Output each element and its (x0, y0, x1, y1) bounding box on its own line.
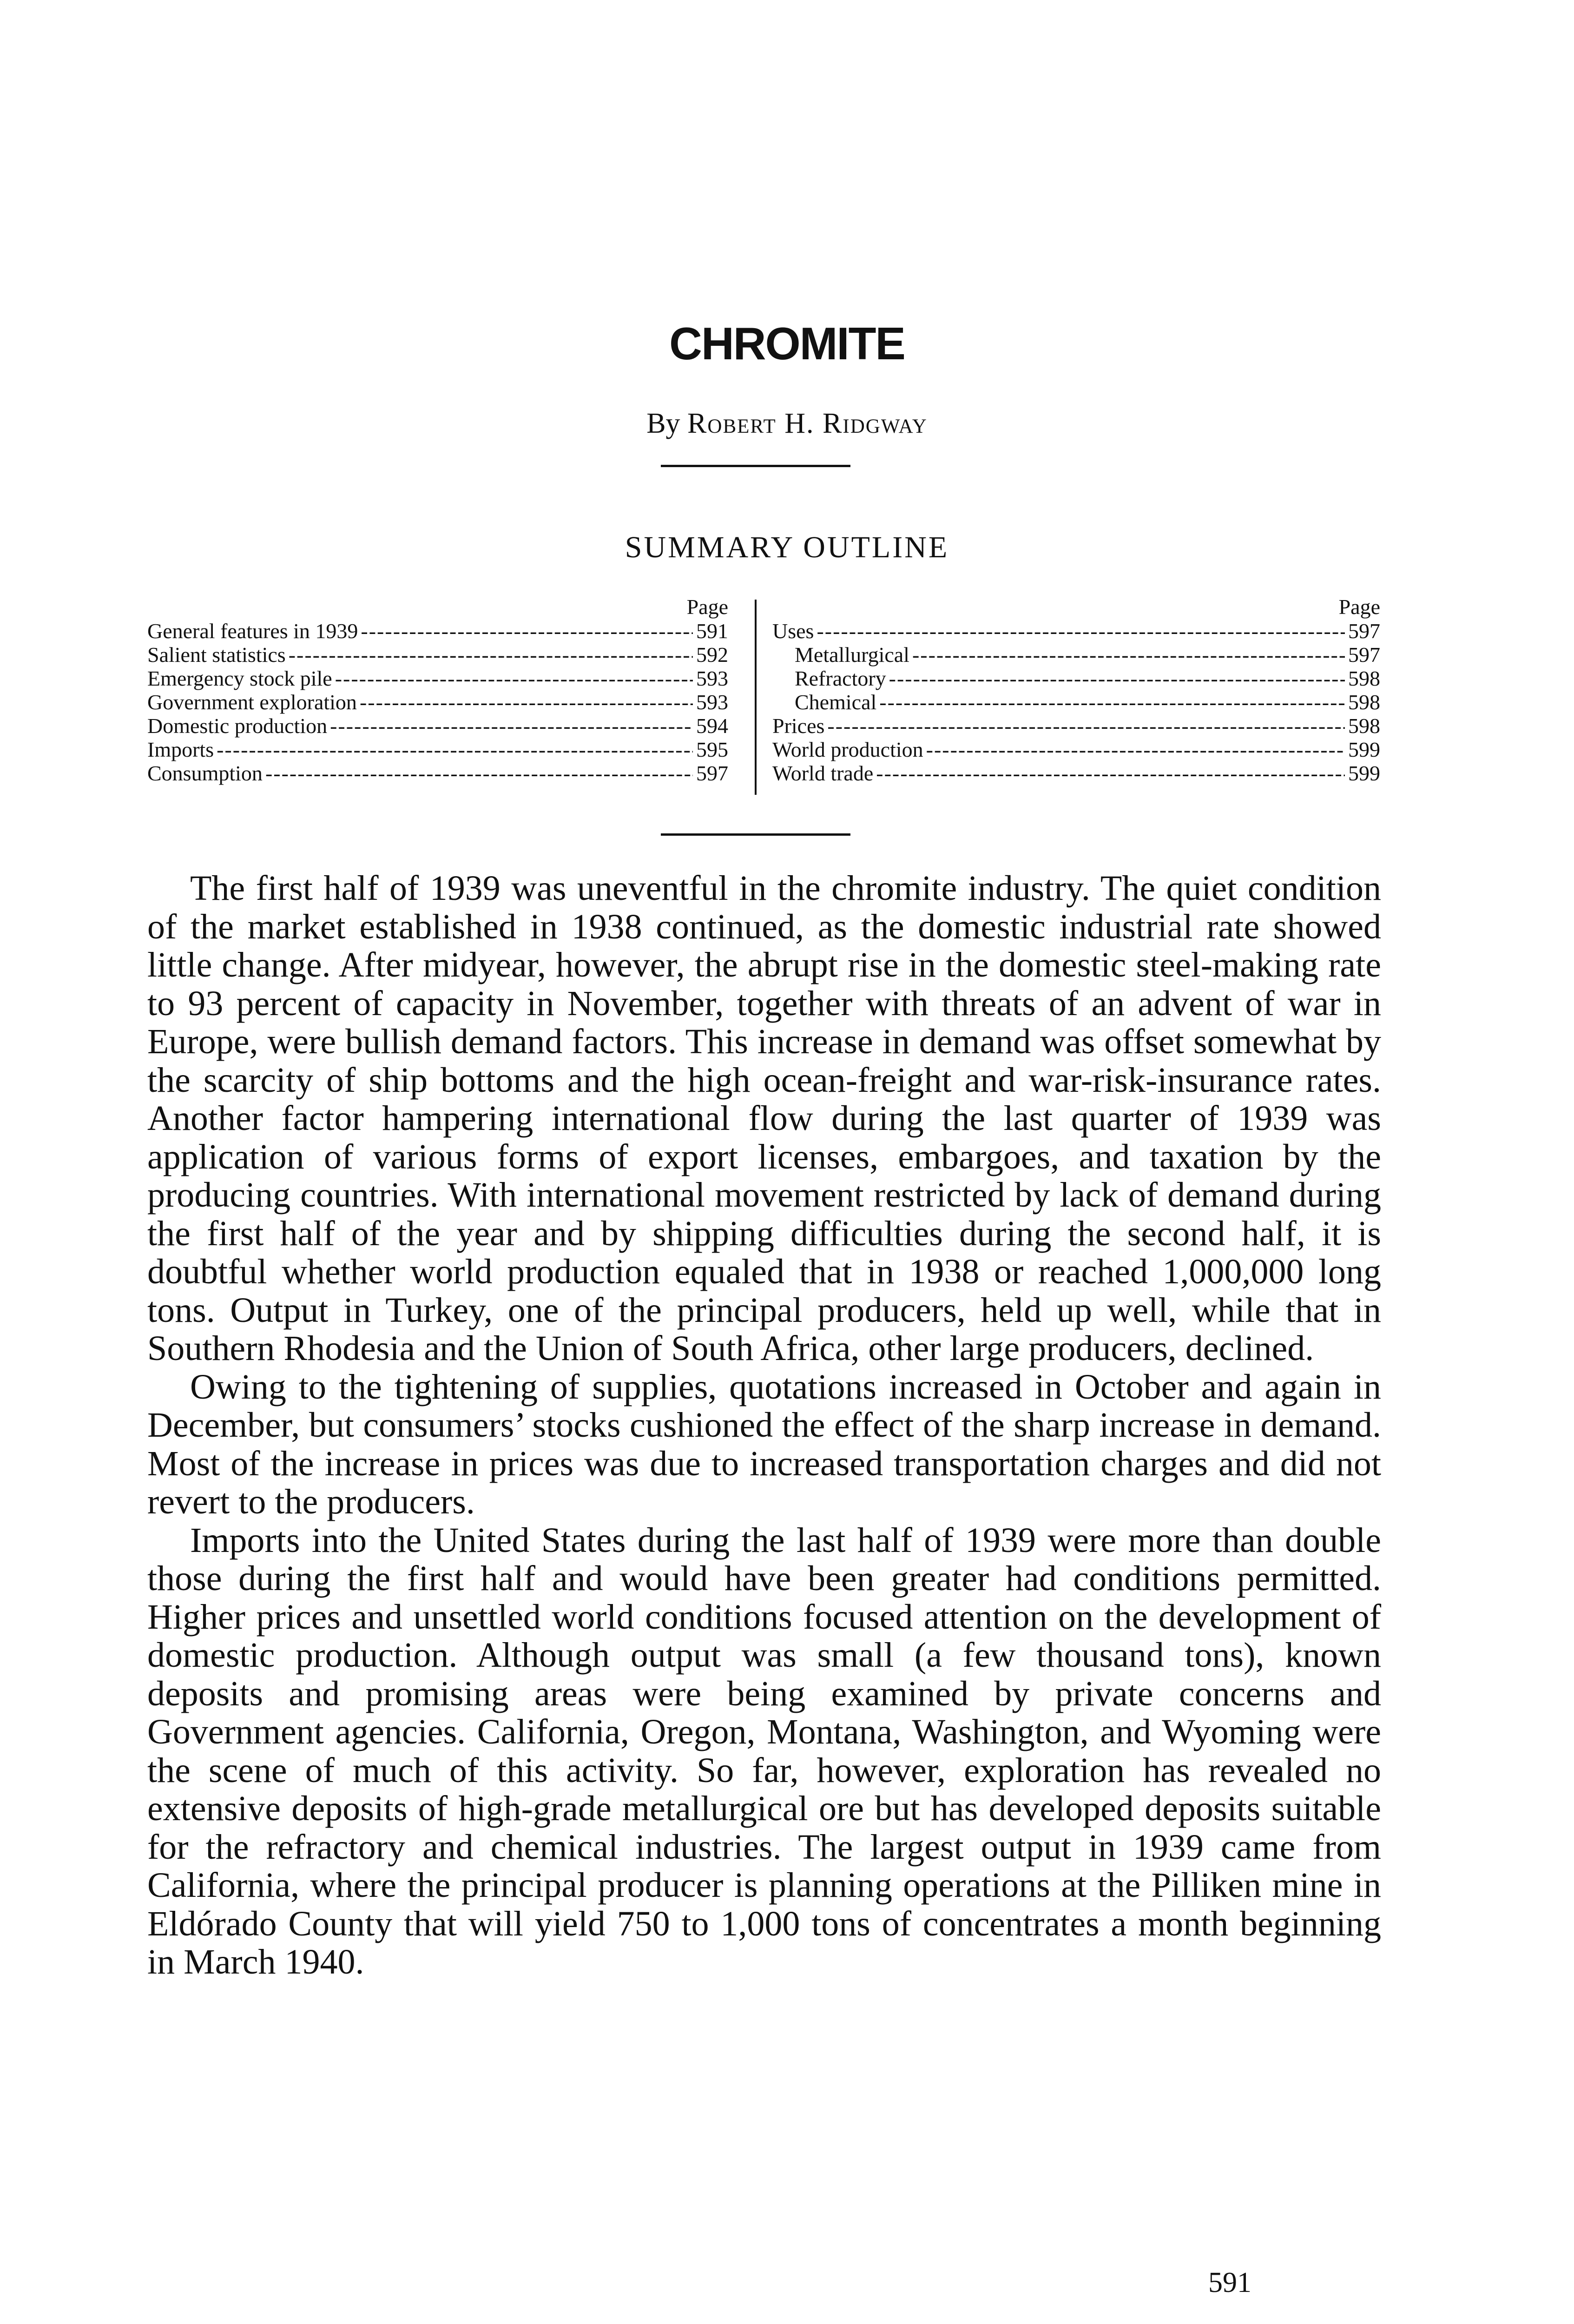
leader-dots (926, 738, 1345, 761)
outline-entry (147, 667, 728, 690)
outline-entry (147, 714, 728, 738)
outline-entry-page: 598 (1348, 714, 1380, 738)
outline-entry-label: Prices (772, 714, 825, 738)
page-column-label: Page (1338, 595, 1380, 619)
outline-entry-page: 597 (1348, 619, 1380, 643)
leader-dots (360, 690, 693, 714)
page-title: CHROMITE (669, 318, 905, 369)
body-paragraph: The first half of 1939 was uneventful in the chromite industry. The quiet condition of the market established in 1938 continued, as the domestic industrial rate showed little change. After midyear, however, the abrupt rise in the domestic steel-making rate to 93 percent of capacity in November, together with threats of an advent of war in Europe, were bullish demand factors. This increase in demand was offset somewhat by the scarcity of ship bottoms and the high ocean-freight and war-risk-insurance rates. Another factor hampering international flow during the last quarter of 1939 was application of various forms of export licenses, embargoes, and taxation by the producing countries. With international movement restricted by lack of demand during the first half of the year and by shipping difficulties during the second half, it is doubtful whether world production equaled that in 1938 or reached 1,000,000 long tons. Output in Turkey, one of the principal producers, held up well, while that in Southern Rhodesia and the Union of South Africa, other large producers, declined. (147, 869, 1381, 1368)
outline-column-divider (755, 600, 757, 795)
body-text (147, 869, 1381, 1981)
outline-entry-page: 597 (696, 761, 728, 785)
leader-dots (876, 761, 1345, 785)
leader-dots (912, 643, 1345, 667)
title-rule (661, 465, 850, 467)
outline-entry-page: 591 (696, 619, 728, 643)
page-number: 591 (1208, 2267, 1251, 2298)
outline-entry-page: 595 (696, 738, 728, 761)
outline-entry-page: 599 (1348, 761, 1380, 785)
outline-entry (147, 761, 728, 785)
outline-entry-page: 598 (1348, 690, 1380, 714)
body-paragraph: Owing to the tightening of supplies, quotations increased in October and again in December, but consumers’ stocks cushioned the effect of the sharp increase in demand. Most of the increase in prices was due to increased transportation charges and did not revert to the producers. (147, 1367, 1381, 1521)
outline-entry-label: Metallurgical (795, 643, 909, 667)
outline-entry (147, 690, 728, 714)
outline-entry-label: Imports (147, 738, 214, 761)
outline-entry-label: Domestic production (147, 714, 328, 738)
page-column-label: Page (686, 595, 728, 619)
outline-entry (772, 643, 1380, 667)
outline-entry (147, 619, 728, 643)
body-paragraph: Imports into the United States during the last half of 1939 were more than double those during the first half and would have been greater had conditions permitted. Higher prices and unsettled world conditions focused attention on the development of domestic production. Although output was small (a few thousand tons), known deposits and promising areas were being examined by private concerns and Government agencies. California, Oregon, Montana, Washington, and Wyoming were the scene of much of this activity. So far, however, exploration has revealed no extensive deposits of high-grade metallurgical ore but has developed deposits suitable for the refractory and chemical industries. The largest output in 1939 came from California, where the principal producer is planning operations at the Pilliken mine in Eldórado County that will yield 750 to 1,000 tons of concentrates a month beginning in March 1940. (147, 1520, 1381, 1981)
outline-entry-page: 598 (1348, 667, 1380, 690)
outline-entry-label: World production (772, 738, 923, 761)
outline-entry-page: 597 (1348, 643, 1380, 667)
outline-entry-label: World trade (772, 761, 874, 785)
outline-entry-page: 593 (696, 690, 728, 714)
outline-entry-label: Refractory (795, 667, 886, 690)
leader-dots (335, 667, 693, 690)
outline-entry-label: Salient statistics (147, 643, 286, 667)
author-name: Robert H. Ridgway (687, 408, 928, 439)
outline-entry-label: Consumption (147, 761, 263, 785)
leader-dots (889, 667, 1345, 690)
outline-entry-label: Uses (772, 619, 814, 643)
outline-entry-label: Government exploration (147, 690, 357, 714)
byline-prefix: By (646, 408, 680, 439)
outline-entry (147, 738, 728, 761)
outline-entry-label: General features in 1939 (147, 619, 358, 643)
outline-entry-label: Emergency stock pile (147, 667, 332, 690)
outline-entry (772, 690, 1380, 714)
outline-entry (772, 761, 1380, 785)
outline-entry-page: 594 (696, 714, 728, 738)
byline (0, 409, 1574, 438)
leader-dots (265, 761, 693, 785)
outline-entry-label: Chemical (795, 690, 877, 714)
leader-dots (361, 619, 693, 643)
leader-dots (217, 738, 693, 761)
outline-entry (147, 643, 728, 667)
outline-entry (772, 667, 1380, 690)
outline-entry (772, 738, 1380, 761)
outline-column-left (147, 595, 728, 785)
outline-entry (772, 619, 1380, 643)
outline-rule (661, 833, 850, 836)
outline-entry-page: 593 (696, 667, 728, 690)
outline-entry-page: 599 (1348, 738, 1380, 761)
outline-entry (772, 714, 1380, 738)
summary-outline-heading: SUMMARY OUTLINE (625, 530, 949, 564)
leader-dots (330, 714, 693, 738)
outline-column-right (772, 595, 1380, 785)
leader-dots (827, 714, 1345, 738)
leader-dots (879, 690, 1345, 714)
outline-entry-page: 592 (696, 643, 728, 667)
leader-dots (817, 619, 1345, 643)
leader-dots (289, 643, 693, 667)
